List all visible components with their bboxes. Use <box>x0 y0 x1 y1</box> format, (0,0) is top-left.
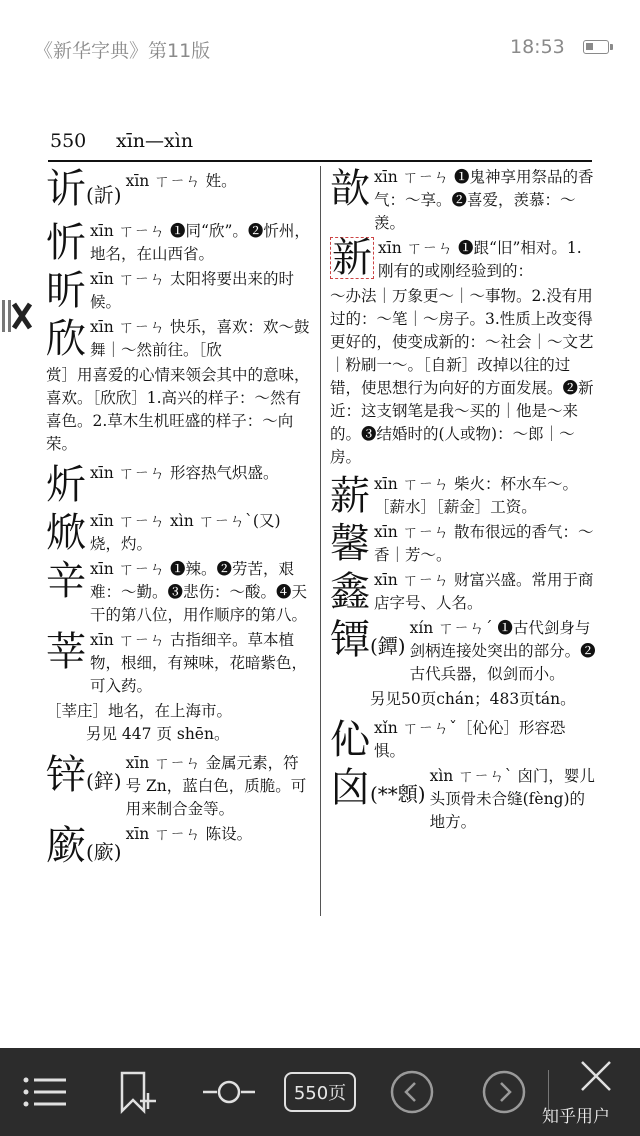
page-header <box>48 128 592 162</box>
headword: 欣 <box>46 316 86 362</box>
left-column <box>46 166 312 877</box>
column-divider <box>320 166 321 916</box>
dictionary-entry <box>330 521 596 567</box>
headword: 囟(**顖) <box>330 765 426 811</box>
right-column <box>330 166 596 836</box>
dictionary-entry <box>330 717 596 763</box>
headword: 昕 <box>46 268 86 314</box>
dictionary-entry <box>46 558 312 627</box>
headword: 薪 <box>330 473 370 519</box>
list-icon[interactable] <box>14 1048 74 1136</box>
watermark-user: 知乎用户 <box>542 1107 610 1127</box>
headword: 辛 <box>46 558 86 604</box>
brightness-slider-icon[interactable] <box>196 1048 262 1136</box>
dictionary-entry <box>46 752 312 821</box>
definition: xìn ㄒㄧㄣˋ 囟门，婴儿头顶骨未合缝(fèng)的地方。 <box>429 767 595 831</box>
dictionary-entry <box>46 166 312 218</box>
headword: 锌(鋅) <box>46 752 122 798</box>
cross-reference: 另见 447 页 shēn。 <box>86 725 230 743</box>
headword: 鑫 <box>330 569 370 615</box>
bookmark-add-icon[interactable] <box>106 1048 166 1136</box>
cross-reference: 另见50页chán；483页tán。 <box>370 690 576 708</box>
dictionary-entry <box>46 823 312 875</box>
dictionary-entry <box>46 268 312 314</box>
definition: xīn ㄒㄧㄣ 形容热气炽盛。 <box>90 464 279 482</box>
entry-note: ［莘庄］地名，在上海市。 <box>46 702 233 720</box>
headword: 新 <box>332 235 372 281</box>
definition: xīn ㄒㄧㄣ 古指细辛。草本植物，根细，有辣味，花暗紫色，可入药。 <box>90 631 308 695</box>
definition: xīn ㄒㄧㄣ ❶同“欣”。❷忻州，地名，在山西省。 <box>90 222 310 263</box>
book-title: 《新华字典》第11版 <box>34 40 211 62</box>
dictionary-entry <box>330 166 596 235</box>
next-page-icon[interactable] <box>478 1048 530 1136</box>
headword: 馨 <box>330 521 370 567</box>
definition: xīn ㄒㄧㄣ 财富兴盛。常用于商店字号、人名。 <box>374 571 594 612</box>
dictionary-entry <box>330 237 596 283</box>
close-icon[interactable] <box>566 1048 626 1104</box>
definition: xīn ㄒㄧㄣ ❶辣。❷劳苦，艰难：～勤。❸悲伤：～酸。❹天干的第八位，用作顺序的第八。 <box>90 560 308 624</box>
definition: xīn ㄒㄧㄣ 姓。 <box>125 172 237 190</box>
entry-range: xīn—xìn <box>116 130 194 152</box>
headword: 歆 <box>330 166 370 212</box>
definition: xīn ㄒㄧㄣ 柴火：杯水车～。［薪水］［薪金］工资。 <box>374 475 579 516</box>
definition: xīn ㄒㄧㄣ 太阳将要出来的时候。 <box>90 270 295 311</box>
dictionary-entry <box>46 220 312 266</box>
page-number: 550 <box>50 130 87 152</box>
clock: 18:53 <box>510 36 565 58</box>
definition: xīn ㄒㄧㄣ 金属元素，符号 Zn，蓝白色，质脆。可用来制合金等。 <box>125 754 307 818</box>
headword: 莘 <box>46 629 86 675</box>
headword: 焮 <box>46 510 86 556</box>
page-jump-button[interactable]: 550页 <box>284 1072 356 1112</box>
headword: 忻 <box>46 220 86 266</box>
dictionary-entry <box>330 473 596 519</box>
dictionary-entry <box>46 316 312 362</box>
dictionary-entry <box>330 569 596 615</box>
headword: 廞(廞) <box>46 823 122 869</box>
headword: 䜣(訢) <box>46 166 122 212</box>
headword: 镡(鐔) <box>330 617 406 663</box>
definition: xīn ㄒㄧㄣ 散布很远的香气：～香｜芳～。 <box>374 523 594 564</box>
headword: 炘 <box>46 462 86 508</box>
definition: xǐn ㄒㄧㄣˇ［伈伈］形容恐惧。 <box>374 719 566 760</box>
prev-page-icon[interactable] <box>386 1048 438 1136</box>
definition: xīn ㄒㄧㄣ xìn ㄒㄧㄣˋ(又) 烧，灼。 <box>90 512 281 553</box>
dictionary-entry <box>330 765 596 834</box>
definition: xīn ㄒㄧㄣ 陈设。 <box>125 825 253 843</box>
dictionary-entry <box>330 617 596 686</box>
battery-icon <box>583 40 609 54</box>
definition-continued: 赏］用喜爱的心情来领会其中的意味，喜欢。［欣欣］1.高兴的样子：～然有喜色。2.草木生机旺盛的样子：～向荣。 <box>46 366 310 453</box>
dictionary-entry <box>46 510 312 556</box>
definition: xīn ㄒㄧㄣ 快乐，喜欢：欢～鼓舞｜～然前往。［欣 <box>90 318 310 359</box>
definition: xīn ㄒㄧㄣ ❶鬼神享用祭品的香气：～享。❷喜爱，羡慕：～羡。 <box>374 168 594 232</box>
status-bar <box>0 0 640 100</box>
definition: xīn ㄒㄧㄣ ❶跟“旧”相对。1.刚有的或刚经验到的： <box>378 239 582 280</box>
side-badge-icon[interactable] <box>0 296 36 336</box>
dictionary-entry <box>46 462 312 508</box>
dictionary-entry <box>46 629 312 698</box>
definition-continued: ～办法｜万象更～｜～事物。2.没有用过的：～笔｜～房子。3.性质上改变得更好的，使变成新的：～社会｜～文艺｜粉刷一～。［自新］改掉以往的过错，使思想行为向好的方面发展。❷新近：这支钢笔是我～买的｜他是～来的。❸结婚时的(人或物)：～郎｜～房。 <box>330 287 594 466</box>
headword: 伈 <box>330 717 370 763</box>
definition: xín ㄒㄧㄣˊ ❶古代剑身与剑柄连接处突出的部分。❷古代兵器，似剑而小。 <box>409 619 596 683</box>
